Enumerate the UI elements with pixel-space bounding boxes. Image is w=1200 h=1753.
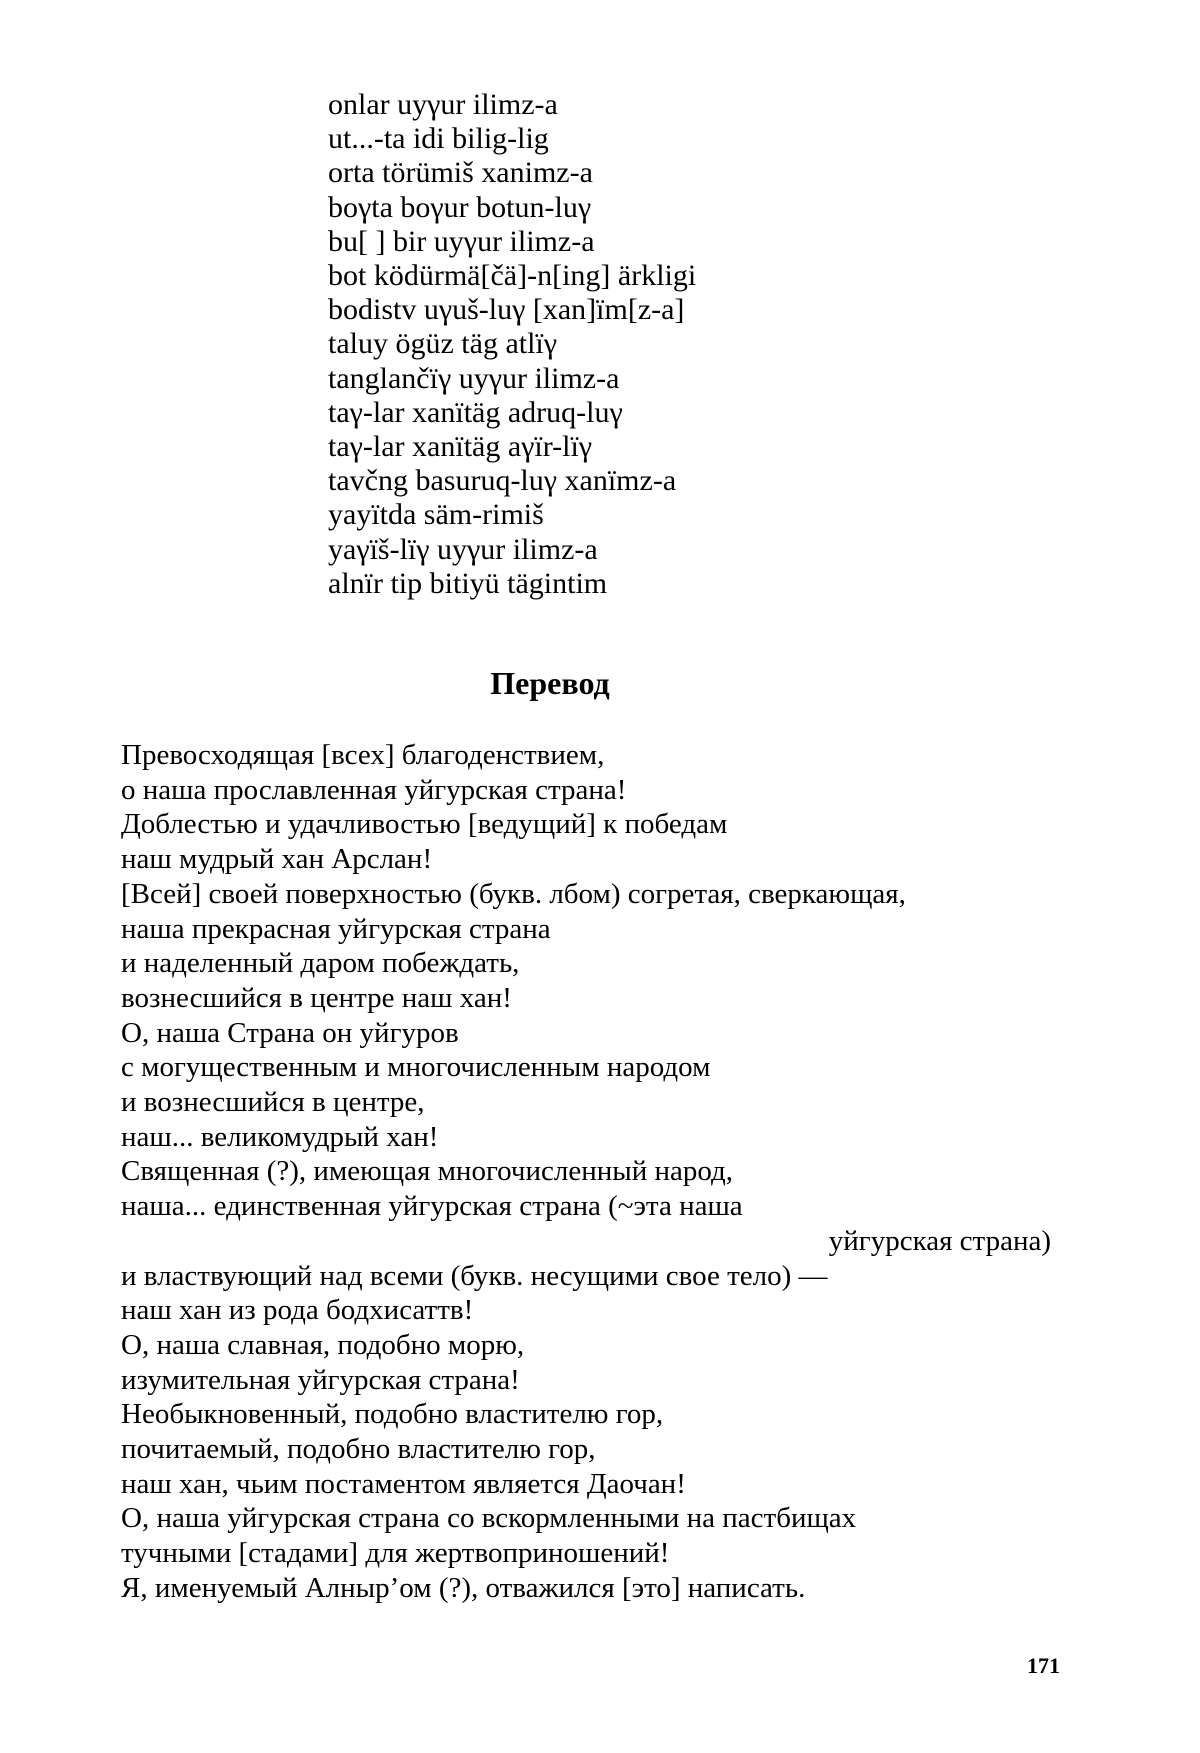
verse-line: taluy ögüz täg atlïγ	[328, 327, 558, 361]
translation-line: и наделенный даром побеждать,	[121, 947, 520, 980]
translation-line: наш мудрый хан Арслан!	[121, 843, 433, 876]
verse-line: taγ-lar xanïtäg aγïr-lïγ	[328, 430, 593, 464]
translation-line: почитаемый, подобно властителю гор,	[121, 1433, 596, 1466]
verse-line: ut...-ta idi bilig-lig	[328, 122, 549, 156]
translation-line: тучными [стадами] для жертвоприношений!	[121, 1537, 670, 1570]
verse-line: bot ködürmä[čä]-n[ing] ärkligi	[328, 259, 697, 293]
translation-line: Доблестью и удачливостью [ведущий] к победам	[121, 808, 728, 841]
verse-line: alnïr tip bitiyü tägintim	[328, 566, 608, 600]
translation-line: и вознесшийся в центре,	[121, 1086, 425, 1119]
translation-line: наша прекрасная уйгурская страна	[121, 912, 551, 945]
translation-line: Священная (?), имеющая многочисленный народ,	[121, 1155, 734, 1188]
translation-line-continuation: уйгурская страна)	[828, 1224, 1051, 1257]
transliteration-verse	[328, 88, 888, 601]
translation-line: и властвующий над всеми (букв. несущими свое тело) —	[121, 1259, 828, 1292]
verse-line: tanglančïγ uyγur ilimz-a	[328, 361, 620, 395]
translation-line: О, наша уйгурская страна со вскормленными на пастбищах	[121, 1502, 857, 1535]
verse-line: bodistv uγuš-luγ [xan]ïm[z-a]	[328, 293, 685, 327]
translation-line: О, наша Страна он уйгуров	[121, 1016, 459, 1049]
translation-line: наша... единственная уйгурская страна (~эта наша	[121, 1190, 743, 1223]
translation-line: о наша прославленная уйгурская страна!	[121, 773, 627, 806]
verse-line: onlar uyγur ilimz-a	[328, 88, 558, 121]
verse-line: boγta boγur botun-luγ	[328, 190, 592, 224]
translation-text	[121, 738, 1051, 1606]
translation-line: наш хан, чьим постаментом является Даочан!	[121, 1467, 686, 1500]
translation-line: О, наша славная, подобно морю,	[121, 1328, 525, 1361]
translation-line: с могущественным и многочисленным народом	[121, 1051, 711, 1084]
section-heading: Перевод	[490, 665, 610, 701]
verse-line: yaγïš-lïγ uyγur ilimz-a	[328, 532, 598, 566]
translation-line: [Всей] своей поверхностью (букв. лбом) согретая, сверкающая,	[121, 877, 906, 910]
page-number: 171	[1027, 1653, 1060, 1678]
translation-line: Я, именуемый Алныр’ом (?), отважился [это] написать.	[121, 1571, 806, 1604]
translation-line: наш... великомудрый хан!	[121, 1120, 439, 1153]
verse-line: tavčng basuruq-luγ xanïmz-a	[328, 464, 677, 498]
translation-line: изумительная уйгурская страна!	[121, 1363, 520, 1396]
verse-line: taγ-lar xanïtäg adruq-luγ	[328, 395, 623, 429]
translation-line: Превосходящая [всех] благоденствием,	[121, 739, 605, 771]
translation-line: наш хан из рода бодхисаттв!	[121, 1294, 474, 1327]
translation-line: вознесшийся в центре наш хан!	[121, 981, 512, 1014]
verse-line: bu[ ] bir uyγur ilimz-a	[328, 224, 595, 258]
translation-line: Необыкновенный, подобно властителю гор,	[121, 1398, 664, 1431]
verse-line: yayïtda säm-rimiš	[328, 498, 544, 532]
verse-line: orta törümiš xanimz-a	[328, 156, 593, 190]
